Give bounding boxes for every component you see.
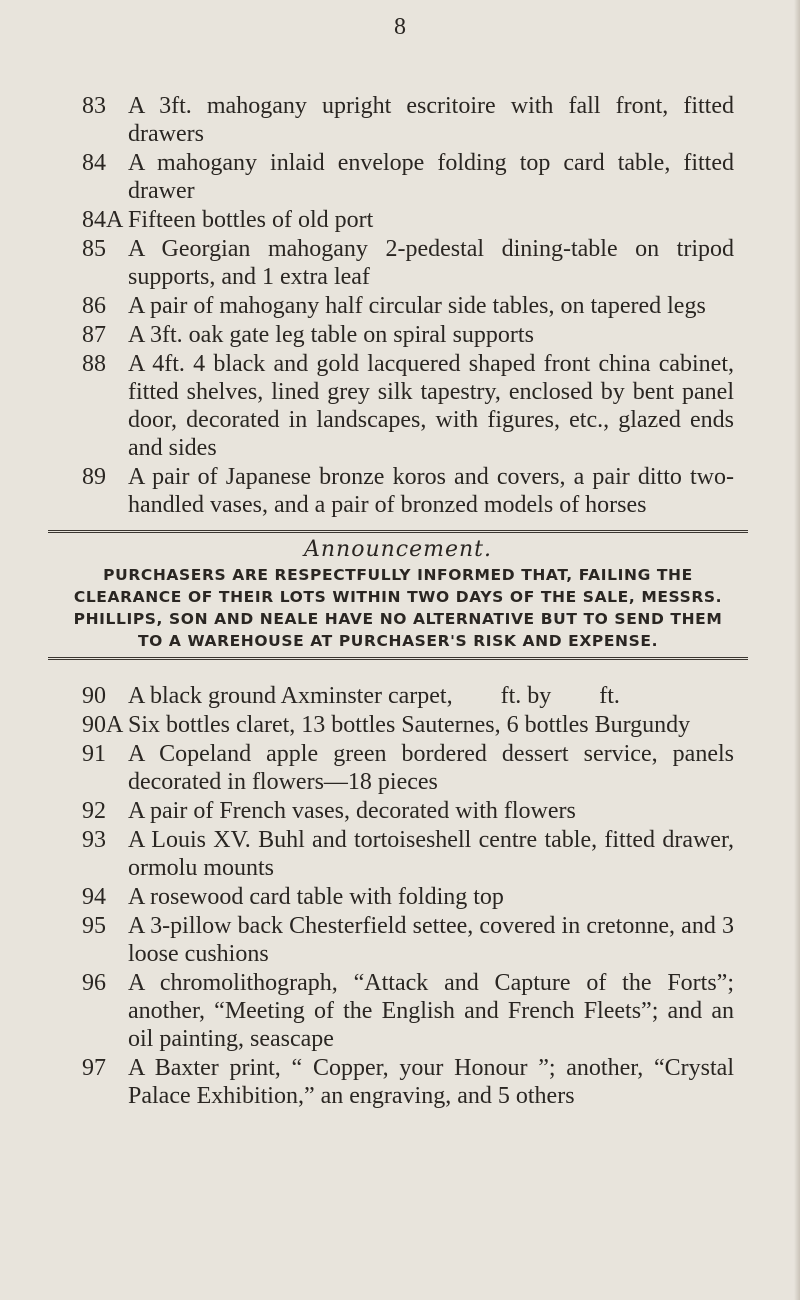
lot-description: A black ground Axminster carpet, ft. by ft. bbox=[128, 683, 620, 709]
lot-description: A Louis XV. Buhl and tortoiseshell centre table, fitted drawer, ormolu mounts bbox=[128, 827, 734, 881]
lot-entry bbox=[0, 350, 800, 462]
lot-description: A 3ft. oak gate leg table on spiral supports bbox=[128, 322, 534, 348]
lot-description: A mahogany inlaid envelope folding top card table, fitted drawer bbox=[128, 150, 734, 204]
lot-description: A 3ft. mahogany upright escritoire with fall front, fitted drawers bbox=[128, 93, 734, 147]
lot-description: Six bottles claret, 13 bottles Sauternes, 6 bottles Burgundy bbox=[128, 712, 691, 738]
lot-description: A chromolithograph, “Attack and Capture of the Forts”; another, “Meeting of the English and French Fleets”; and an oil painting, seascape bbox=[128, 970, 734, 1052]
lot-number: 97 bbox=[82, 1055, 106, 1081]
lot-number: 91 bbox=[82, 741, 106, 767]
lot-entry bbox=[0, 883, 800, 911]
lot-entry bbox=[0, 235, 800, 291]
lot-description: A rosewood card table with folding top bbox=[128, 884, 504, 910]
lot-description: Fifteen bottles of old port bbox=[128, 207, 374, 233]
lot-entry bbox=[0, 969, 800, 1053]
lot-number: 95 bbox=[82, 913, 106, 939]
lot-number: 89 bbox=[82, 464, 106, 490]
lot-number: 92 bbox=[82, 798, 106, 824]
announcement-box bbox=[48, 530, 748, 660]
lot-number: 88 bbox=[82, 351, 106, 377]
announcement-title: Announcement. bbox=[303, 537, 493, 562]
lot-description: A Baxter print, “ Copper, your Honour ”; another, “Crystal Palace Exhibition,” an engraving, and 5 others bbox=[128, 1055, 734, 1109]
announcement-line: CLEARANCE OF THEIR LOTS WITHIN TWO DAYS OF THE SALE, MESSRS. bbox=[73, 588, 723, 606]
announcement-line: TO A WAREHOUSE AT PURCHASER'S RISK AND EXPENSE. bbox=[137, 632, 659, 650]
lot-number: 85 bbox=[82, 236, 106, 262]
lot-entry bbox=[0, 682, 800, 710]
lot-entry bbox=[0, 912, 800, 968]
lot-entry bbox=[0, 1054, 800, 1110]
lot-entry bbox=[0, 463, 800, 519]
lot-entry bbox=[0, 711, 800, 739]
lot-number: 90A bbox=[82, 712, 124, 738]
lot-list-top bbox=[0, 92, 800, 520]
lot-description: A pair of French vases, decorated with flowers bbox=[128, 798, 576, 824]
announcement-line: PHILLIPS, SON AND NEALE HAVE NO ALTERNATIVE BUT TO SEND THEM bbox=[73, 610, 723, 628]
lot-entry bbox=[0, 826, 800, 882]
lot-number: 86 bbox=[82, 293, 106, 319]
lot-number: 90 bbox=[82, 683, 106, 709]
lot-list-bottom bbox=[0, 682, 800, 1111]
lot-description: A pair of Japanese bronze koros and covers, a pair ditto two-handled vases, and a pair of bronzed models of horses bbox=[128, 464, 734, 518]
lot-description: A Georgian mahogany 2-pedestal dining-table on tripod supports, and 1 extra leaf bbox=[128, 236, 734, 290]
lot-entry bbox=[0, 292, 800, 320]
lot-number: 87 bbox=[82, 322, 106, 348]
lot-entry bbox=[0, 149, 800, 205]
lot-description: A 4ft. 4 black and gold lacquered shaped front china cabinet, fitted shelves, lined grey silk tapestry, enclosed by bent panel door, decorated in landscapes, with figures, etc., glazed ends and sides bbox=[128, 351, 734, 461]
lot-number: 94 bbox=[82, 884, 106, 910]
lot-number: 93 bbox=[82, 827, 106, 853]
lot-number: 96 bbox=[82, 970, 106, 996]
page-edge bbox=[794, 0, 800, 1300]
lot-entry bbox=[0, 321, 800, 349]
page-number: 8 bbox=[394, 14, 406, 40]
lot-entry bbox=[0, 740, 800, 796]
lot-entry bbox=[0, 206, 800, 234]
announcement-line: PURCHASERS ARE RESPECTFULLY INFORMED THAT, FAILING THE bbox=[103, 566, 693, 584]
lot-number: 84 bbox=[82, 150, 106, 176]
lot-entry bbox=[0, 797, 800, 825]
announcement-body bbox=[48, 564, 748, 652]
lot-number: 83 bbox=[82, 93, 106, 119]
lot-description: A Copeland apple green bordered dessert service, panels decorated in flowers—18 pieces bbox=[128, 741, 734, 795]
lot-number: 84A bbox=[82, 207, 124, 233]
lot-description: A pair of mahogany half circular side tables, on tapered legs bbox=[128, 293, 706, 319]
lot-entry bbox=[0, 92, 800, 148]
lot-description: A 3-pillow back Chesterfield settee, covered in cretonne, and 3 loose cushions bbox=[128, 913, 734, 967]
